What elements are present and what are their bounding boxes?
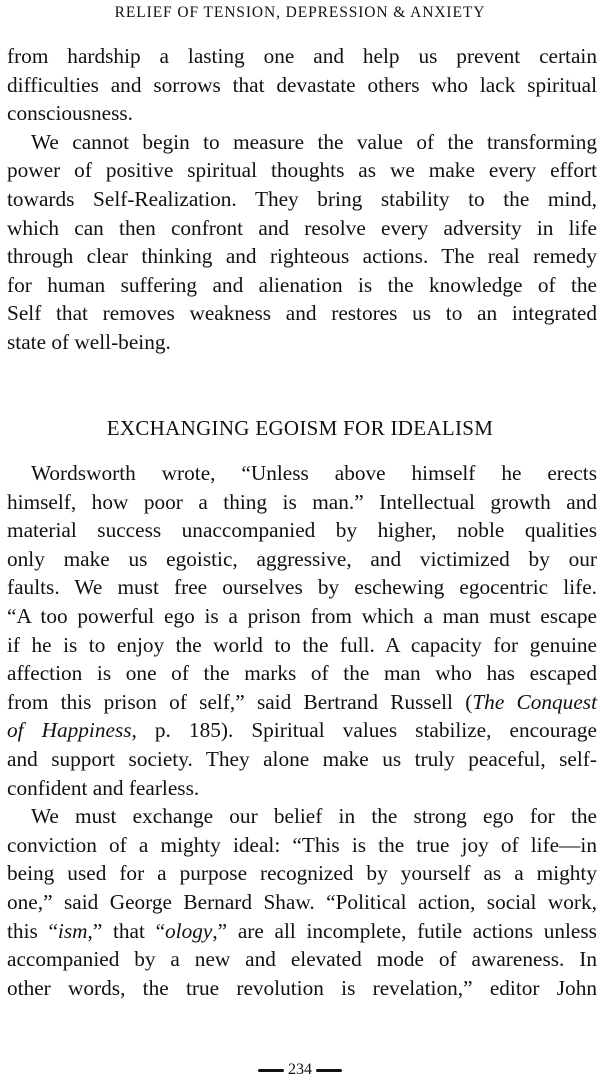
text-line: being used for a purpose recognized by yourself as a mighty (7, 861, 597, 886)
text-line: for human suffering and alienation is the knowledge of the (7, 272, 597, 297)
text-line (7, 917, 597, 946)
text-line: affection is one of the marks of the man who has escaped (7, 661, 597, 686)
text-line: towards Self-Realization. They bring stability to the mind, (7, 186, 597, 211)
italic-word: ology (165, 918, 213, 943)
text-line: consciousness. (7, 101, 133, 126)
text-line: We must exchange our belief in the strong ego for the (31, 804, 597, 829)
text-line: from hardship a lasting one and help us prevent certain (7, 44, 597, 68)
page-number: 234 (288, 1061, 312, 1078)
paragraph-block-1 (7, 42, 597, 357)
running-head: RELIEF OF TENSION, DEPRESSION & ANXIETY (114, 4, 486, 21)
text-line: faults. We must free ourselves by eschewing egocentric life. (7, 575, 597, 600)
section-heading: EXCHANGING EGOISM FOR IDEALISM (106, 416, 494, 440)
text-segment: ,” are all incomplete, futile actions unless (212, 918, 597, 943)
text-segment: , p. 185). Spiritual values stabilize, encourage (131, 718, 597, 743)
text-line: and support society. They alone make us truly peaceful, self- (7, 746, 597, 771)
italic-word: ism (57, 918, 88, 943)
text-segment: ,” that “ (87, 918, 166, 943)
text-line: “A too powerful ego is a prison from which a man must escape (7, 603, 597, 628)
book-title-italic: The Conquest (472, 689, 597, 714)
text-line: Self that removes weakness and restores us to an integrated (7, 301, 597, 326)
text-line: only make us egoistic, aggressive, and victimized by our (7, 546, 597, 571)
text-line: difficulties and sorrows that devastate others who lack spiritual (7, 72, 597, 97)
text-line (7, 688, 597, 717)
text-line: material success unaccompanied by higher, noble qualities (7, 518, 597, 543)
text-line: accompanied by a new and elevated mode of awareness. In (7, 947, 597, 972)
text-line: state of well-being. (7, 329, 171, 354)
text-segment: this “ (7, 918, 58, 943)
text-line: through clear thinking and righteous actions. The real remedy (7, 244, 597, 269)
folio-ornament-left (258, 1069, 284, 1072)
page-number-footer (0, 1060, 600, 1080)
text-line: one,” said George Bernard Shaw. “Political action, social work, (7, 889, 597, 914)
book-title-italic: of Happiness (7, 718, 132, 743)
text-line: which can then confront and resolve every adversity in life (7, 215, 597, 240)
text-segment: from this prison of self,” said Bertrand Russell ( (7, 689, 473, 714)
text-line (7, 716, 597, 745)
text-line: Wordsworth wrote, “Unless above himself he erects (31, 461, 597, 485)
text-line: confident and fearless. (7, 775, 200, 800)
folio-ornament-right (316, 1069, 342, 1072)
text-line: if he is to enjoy the world to the full. A capacity for genuine (7, 632, 597, 657)
text-line: other words, the true revolution is revelation,” editor John (7, 975, 597, 1000)
text-line: conviction of a mighty ideal: “This is the true joy of life—in (7, 832, 597, 857)
text-line: We cannot begin to measure the value of the transforming (31, 129, 597, 154)
text-line: himself, how poor a thing is man.” Intellectual growth and (7, 489, 597, 514)
text-line: power of positive spiritual thoughts as we make every effort (7, 158, 597, 183)
paragraph-block-2 (7, 459, 597, 1002)
